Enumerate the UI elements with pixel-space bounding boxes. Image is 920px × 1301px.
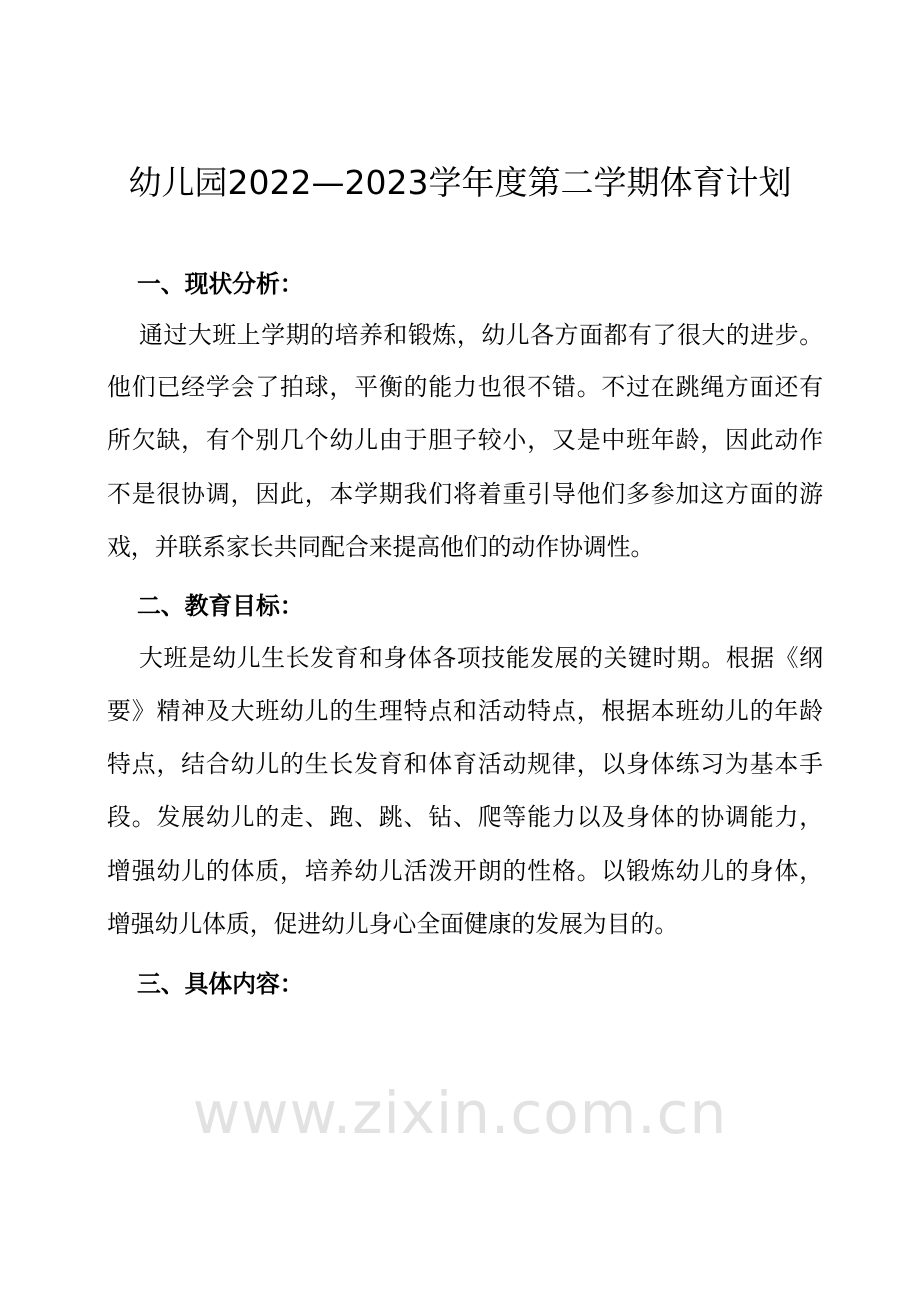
paragraph-line: 所欠缺，有个别几个幼儿由于胆子较小，又是中班年龄，因此动作	[107, 426, 823, 454]
paragraph-line: 通过大班上学期的培养和锻炼，幼儿各方面都有了很大的进步。	[139, 321, 823, 349]
paragraph-line: 段。发展幼儿的走、跑、跳、钻、爬等能力以及身体的协调能力，	[107, 803, 823, 831]
paragraph-line: 大班是幼儿生长发育和身体各项技能发展的关键时期。根据《纲	[139, 644, 823, 672]
watermark: www.zixin.com.cn	[192, 1079, 728, 1147]
paragraph-line: 增强幼儿的体质，培养幼儿活泼开朗的性格。以锻炼幼儿的身体，	[107, 857, 823, 885]
section-heading-content: 三、具体内容：	[137, 970, 304, 998]
paragraph-line: 要》精神及大班幼儿的生理特点和活动特点，根据本班幼儿的年龄	[107, 697, 823, 725]
document-title: 幼儿园2022—2023学年度第二学期体育计划	[128, 163, 792, 202]
paragraph-line: 特点，结合幼儿的生长发育和体育活动规律，以身体练习为基本手	[107, 750, 823, 778]
section-heading-status: 一、现状分析：	[137, 270, 304, 298]
paragraph-line: 不是很协调，因此，本学期我们将着重引导他们多参加这方面的游	[107, 480, 823, 508]
paragraph-line: 增强幼儿体质，促进幼儿身心全面健康的发展为目的。	[107, 910, 679, 938]
section-heading-goals: 二、教育目标：	[137, 592, 304, 620]
paragraph-line: 他们已经学会了拍球，平衡的能力也很不错。不过在跳绳方面还有	[107, 373, 823, 401]
paragraph-line: 戏，并联系家长共同配合来提高他们的动作协调性。	[107, 533, 655, 561]
